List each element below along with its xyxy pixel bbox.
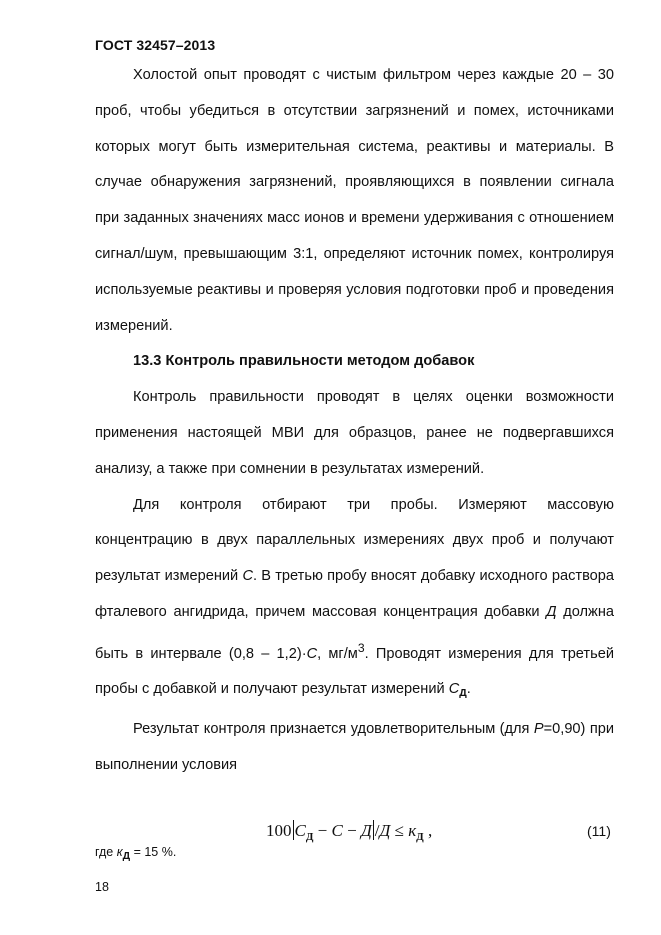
page-number: 18 bbox=[95, 880, 109, 894]
subscript: Д bbox=[122, 850, 131, 862]
abs-bar bbox=[293, 820, 294, 840]
variable-cd: С bbox=[448, 681, 460, 698]
formula-c: С bbox=[294, 821, 306, 840]
text-segment: . В третью пробу вносят добавку исходного раствора фталевого ангидрида, причем массовая концентрация добавки bbox=[95, 568, 615, 620]
text-segment: , мг/м bbox=[317, 645, 358, 662]
formula-op: ≤ bbox=[390, 821, 409, 840]
formula-op: − bbox=[313, 821, 332, 840]
text-segment: . bbox=[466, 681, 471, 698]
superscript: 3 bbox=[357, 640, 365, 655]
abs-bar bbox=[373, 820, 374, 840]
formula-slash: / bbox=[374, 821, 380, 840]
formula-sub: Д bbox=[305, 831, 314, 843]
variable-k: к bbox=[116, 845, 123, 859]
formula-d: Д bbox=[360, 821, 372, 840]
variable-c: С bbox=[242, 568, 253, 585]
formula-d: Д bbox=[379, 821, 391, 840]
paragraph-control-procedure bbox=[95, 488, 614, 713]
equation-number: (11) bbox=[587, 823, 611, 839]
document-body bbox=[95, 58, 614, 784]
paragraph-control-purpose: Контроль правильности проводят в целях оценки возможности применения настоящей МВИ для образцов, ранее не подвергавшихся анализу, а также при сомнении в результатах измерений. bbox=[95, 389, 614, 477]
formula-11 bbox=[266, 820, 432, 843]
text-segment: = 15 %. bbox=[130, 845, 177, 859]
text-segment: где bbox=[95, 845, 117, 859]
paragraph-criterion bbox=[95, 712, 614, 784]
text-segment: должна быть в интервале (0,8 – 1,2)· bbox=[95, 603, 614, 662]
text-segment: Результат контроля признается удовлетворительным (для bbox=[133, 721, 534, 738]
formula-coef: 100 bbox=[266, 821, 292, 840]
variable-c: С bbox=[306, 645, 318, 662]
formula-where bbox=[95, 845, 176, 862]
formula-k: к bbox=[408, 821, 417, 840]
variable-d: Д bbox=[546, 603, 557, 620]
formula-op: − bbox=[342, 821, 361, 840]
text-segment: =0,90) при выполнении условия bbox=[95, 721, 614, 773]
subscript: Д bbox=[459, 687, 467, 700]
formula-sub: Д bbox=[416, 831, 424, 843]
paragraph-blank-test: Холостой опыт проводят с чистым фильтром через каждые 20 – 30 проб, чтобы убедиться в отсутствии загрязнений и помех, источниками которых могут быть измерительная система, реактивы и материалы. В случае обнаружения загрязнений, проявляющихся в появлении сигнала при заданных значениях масс ионов и времени удерживания с отношением сигнал/шум, превышающим 3:1, определяют источник помех, контролируя используемые реактивы и проверяя условия подготовки проб и проведения измерений. bbox=[95, 67, 614, 334]
text-segment: . Проводят измерения для третьей пробы с добавкой и получают результат измерений bbox=[95, 645, 614, 698]
formula-c: С bbox=[331, 821, 343, 840]
section-heading: 13.3 Контроль правильности методом добавок bbox=[133, 353, 475, 370]
text-segment: Для контроля отбирают три пробы. Измеряют массовую концентрацию в двух параллельных измерениях двух проб и получают результат измерений bbox=[95, 496, 614, 585]
variable-p: Р bbox=[533, 721, 544, 738]
formula-comma: , bbox=[423, 821, 433, 840]
document-header: ГОСТ 32457–2013 bbox=[95, 37, 216, 53]
